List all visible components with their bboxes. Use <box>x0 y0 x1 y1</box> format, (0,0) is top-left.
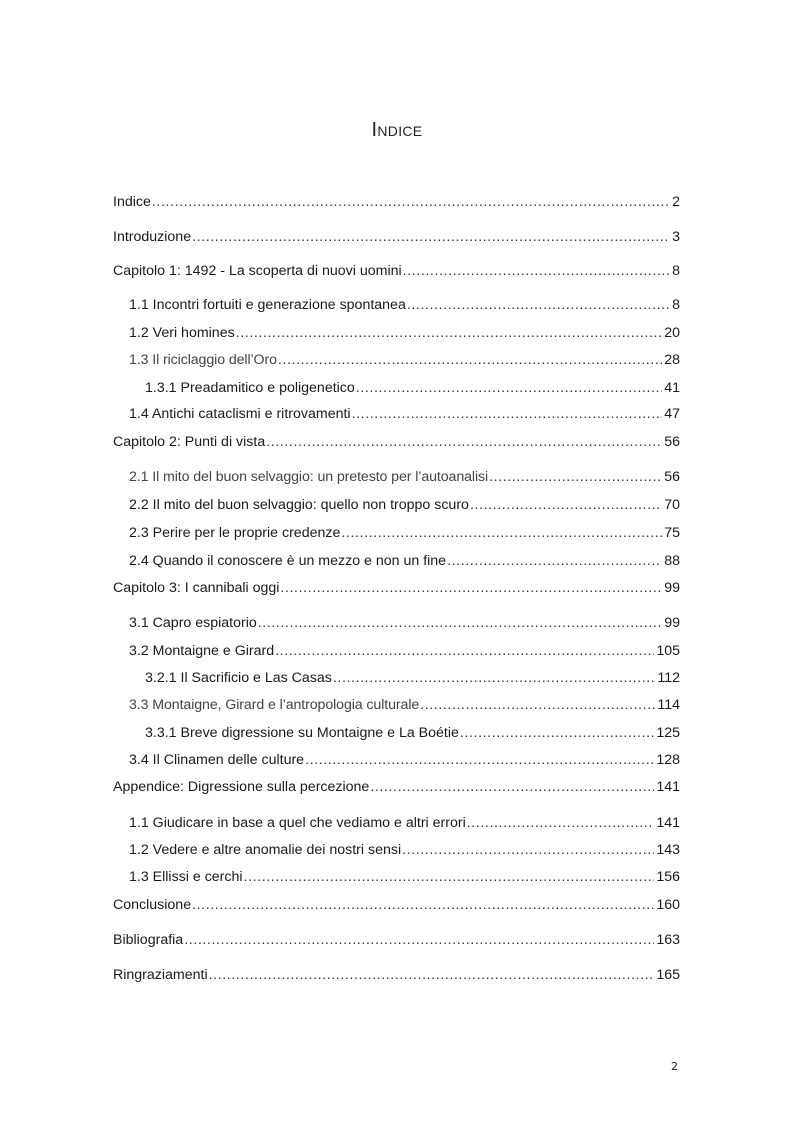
toc-entry[interactable] <box>129 813 680 833</box>
toc-entry-label: Indice <box>113 194 151 210</box>
toc-entry-page: 8 <box>672 263 680 279</box>
toc-entry-label: 1.4 Antichi cataclismi e ritrovamenti <box>129 406 351 422</box>
toc-entry-page: 128 <box>656 752 680 768</box>
toc-entry-page: 141 <box>656 815 680 831</box>
toc-entry-page: 75 <box>664 525 680 541</box>
toc-entry-label: Capitolo 1: 1492 - La scoperta di nuovi uomini <box>113 263 402 279</box>
toc-entry[interactable] <box>129 495 680 515</box>
toc-entry[interactable] <box>129 840 680 860</box>
toc-entry-label: 2.1 Il mito del buon selvaggio: un pretesto per l’autoanalisi <box>129 469 489 485</box>
toc-entry-label: 1.1 Incontri fortuiti e generazione spontanea <box>129 297 406 313</box>
toc-entry-page: 141 <box>656 779 680 795</box>
toc-entry[interactable] <box>129 641 680 661</box>
toc-entry[interactable] <box>113 578 680 598</box>
toc-entry-label: Bibliografia <box>113 932 184 948</box>
toc-entry[interactable] <box>145 378 680 398</box>
toc-entry[interactable] <box>113 930 680 950</box>
toc-entry[interactable] <box>129 467 680 487</box>
toc-entry-page: 99 <box>664 580 680 596</box>
dot-leader <box>192 895 654 915</box>
dot-leader <box>280 578 662 598</box>
toc-entry-label: 1.3 Ellissi e cerchi <box>129 869 243 885</box>
toc-entry-page: 56 <box>664 469 680 485</box>
toc-entry[interactable] <box>129 350 680 370</box>
toc-entry-label: 1.2 Veri homines <box>129 325 235 341</box>
toc-entry-page: 156 <box>656 869 680 885</box>
toc-entry[interactable] <box>129 750 680 770</box>
toc-entry-label: 3.3 Montaigne, Girard e l’antropologia culturale <box>129 697 420 713</box>
toc-entry-label: 3.4 Il Clinamen delle culture <box>129 752 305 768</box>
toc-entry-label: 1.2 Vedere e altre anomalie dei nostri sensi <box>129 842 402 858</box>
toc-entry[interactable] <box>129 695 680 715</box>
toc-entry-page: 2 <box>672 194 680 210</box>
title-first-letter: I <box>371 119 378 141</box>
dot-leader <box>152 192 670 212</box>
page-number: 2 <box>671 1060 678 1073</box>
toc-entry-label: Capitolo 3: I cannibali oggi <box>113 580 280 596</box>
toc-entry-page: 47 <box>664 406 680 422</box>
toc-entry[interactable] <box>129 404 680 424</box>
toc-entry[interactable] <box>113 261 680 281</box>
toc-entry-label: 1.3 Il riciclaggio dell’Oro <box>129 352 277 368</box>
toc-entry[interactable] <box>129 523 680 543</box>
toc-entry-page: 165 <box>656 967 680 983</box>
toc-entry-label: Appendice: Digressione sulla percezione <box>113 779 370 795</box>
dot-leader <box>244 867 655 887</box>
dot-leader <box>489 467 662 487</box>
toc-entry-page: 143 <box>656 842 680 858</box>
dot-leader <box>266 432 662 452</box>
dot-leader <box>402 840 654 860</box>
toc-entry-label: 2.3 Perire per le proprie credenze <box>129 525 341 541</box>
toc-entry-page: 56 <box>664 434 680 450</box>
toc-entry[interactable] <box>113 432 680 452</box>
toc-entry-page: 88 <box>664 553 680 569</box>
toc-entry-page: 8 <box>672 297 680 313</box>
toc-entry-page: 70 <box>664 497 680 513</box>
dot-leader <box>370 777 654 797</box>
dot-leader <box>352 404 663 424</box>
toc-entry-page: 105 <box>656 643 680 659</box>
toc-entry-page: 163 <box>656 932 680 948</box>
dot-leader <box>407 295 670 315</box>
toc-entry-label: 3.2.1 Il Sacrificio e Las Casas <box>145 670 332 686</box>
dot-leader <box>236 323 663 343</box>
dot-leader <box>470 495 662 515</box>
toc-entry-label: 3.2 Montaigne e Girard <box>129 643 275 659</box>
toc-entry-label: 1.3.1 Preadamitico e poligenetico <box>145 380 355 396</box>
toc-entry[interactable] <box>145 668 680 688</box>
toc-entry-label: 2.2 Il mito del buon selvaggio: quello non troppo scuro <box>129 497 469 513</box>
dot-leader <box>460 723 654 743</box>
dot-leader <box>467 813 655 833</box>
toc-entry[interactable] <box>113 895 680 915</box>
title-rest: ndice <box>377 119 423 141</box>
dot-leader <box>192 227 670 247</box>
dot-leader <box>209 965 655 985</box>
toc-entry-page: 99 <box>664 615 680 631</box>
dot-leader <box>333 668 655 688</box>
toc-entry[interactable] <box>129 867 680 887</box>
toc-entry[interactable] <box>129 323 680 343</box>
toc-entry[interactable] <box>129 613 680 633</box>
dot-leader <box>275 641 654 661</box>
toc-entry-page: 112 <box>657 670 680 686</box>
toc-entry[interactable] <box>129 551 680 571</box>
dot-leader <box>184 930 654 950</box>
toc-entry-label: 3.3.1 Breve digressione su Montaigne e La Boétie <box>145 725 459 741</box>
toc-entry[interactable] <box>113 227 680 247</box>
toc-entry[interactable] <box>145 723 680 743</box>
toc-entry-label: Conclusione <box>113 897 192 913</box>
toc-entry-label: 3.1 Capro espiatorio <box>129 615 257 631</box>
toc-entry[interactable] <box>113 192 680 212</box>
toc-entry[interactable] <box>113 965 680 985</box>
toc-entry-label: Ringraziamenti <box>113 967 208 983</box>
toc-entry-label: Capitolo 2: Punti di vista <box>113 434 266 450</box>
page-title <box>0 119 794 142</box>
toc-entry-page: 114 <box>657 697 680 713</box>
dot-leader <box>258 613 662 633</box>
toc-entry-page: 28 <box>664 352 680 368</box>
toc-entry-label: 1.1 Giudicare in base a quel che vediamo e altri errori <box>129 815 466 831</box>
dot-leader <box>420 695 655 715</box>
toc-entry-page: 41 <box>664 380 680 396</box>
toc-entry[interactable] <box>113 777 680 797</box>
dot-leader <box>356 378 662 398</box>
toc-entry-page: 125 <box>656 725 680 741</box>
toc-entry[interactable] <box>129 295 680 315</box>
dot-leader <box>341 523 662 543</box>
toc-entry-page: 160 <box>656 897 680 913</box>
dot-leader <box>447 551 662 571</box>
dot-leader <box>278 350 662 370</box>
dot-leader <box>403 261 670 281</box>
toc-entry-page: 3 <box>672 229 680 245</box>
toc-entry-label: Introduzione <box>113 229 192 245</box>
toc-entry-label: 2.4 Quando il conoscere è un mezzo e non un fine <box>129 553 447 569</box>
dot-leader <box>305 750 654 770</box>
toc-entry-page: 20 <box>664 325 680 341</box>
